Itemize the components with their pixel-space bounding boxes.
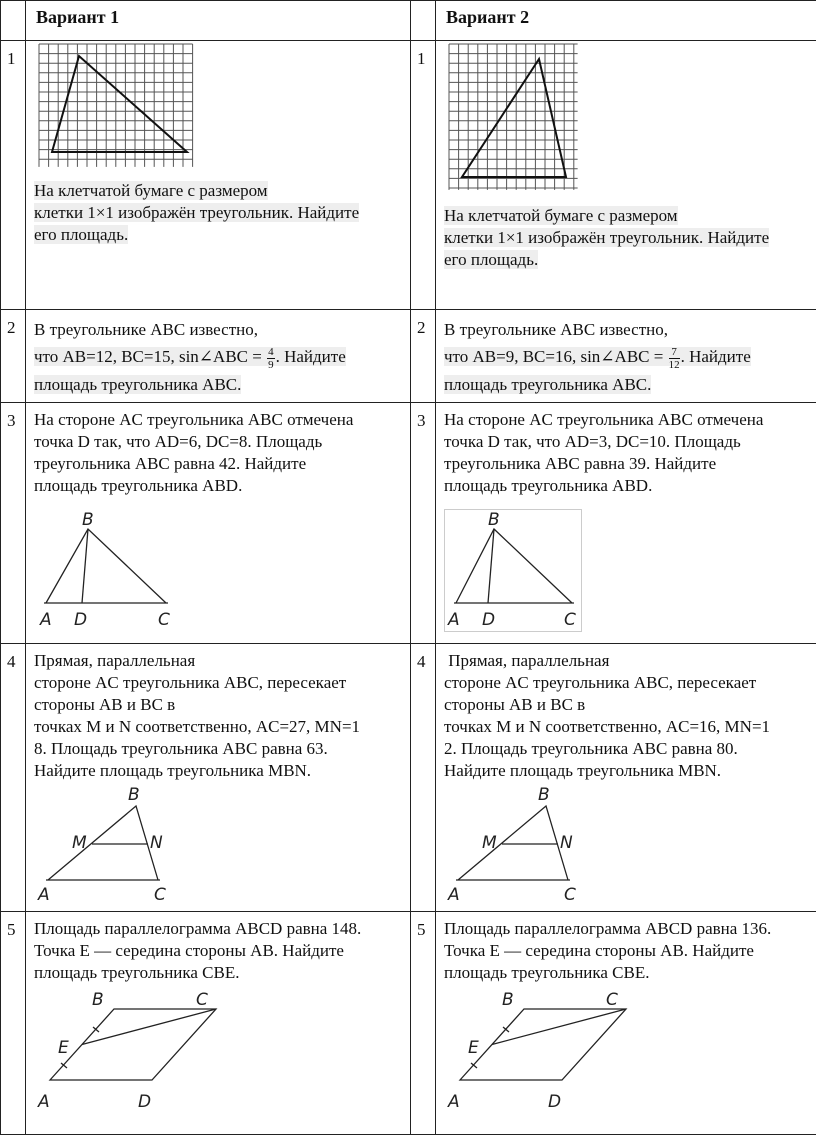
vertex-label-c: C (158, 610, 170, 630)
fraction-numerator: 4 (268, 345, 274, 358)
text-fragment: . Найдите (680, 347, 751, 366)
task-number: 3 (411, 403, 436, 644)
header-row (1, 1, 816, 41)
text-fragment: что AB=12, BC=15, sin∠ABC = (34, 347, 267, 366)
text-line (444, 345, 751, 371)
text-line: На стороне AC треугольника ABC отмечена (444, 410, 764, 429)
text-line: клетки 1×1 изображён треугольник. Найдите (444, 228, 770, 247)
vertex-label-b: B (128, 785, 140, 805)
text-line: Площадь параллелограмма ABCD равна 148. (34, 919, 362, 938)
task-number: 5 (1, 912, 26, 1135)
task-row-4 (1, 644, 816, 912)
text-line: На стороне AC треугольника ABC отмечена (34, 410, 354, 429)
text-line: его площадь. (34, 225, 129, 244)
triangle-shape (52, 56, 187, 152)
triangle-abd-figure (34, 509, 194, 634)
vertex-label-b: B (502, 990, 514, 1010)
vertex-label-d: D (74, 610, 88, 630)
text-line: точках M и N соответственно, AC=16, MN=1 (444, 717, 771, 736)
vertex-label-a: A (448, 1092, 460, 1112)
header-num-cell (1, 1, 26, 41)
task-number: 5 (411, 912, 436, 1135)
task-text (436, 403, 816, 497)
text-line (34, 345, 346, 371)
text-line: площадь треугольника ABD. (444, 476, 653, 495)
text-line: площадь треугольника ABD. (34, 476, 243, 495)
point-label-m: M (482, 833, 497, 853)
triangle-mbn-figure (444, 784, 604, 909)
task-4-variant-2 (436, 644, 816, 912)
grid-triangle-figure (38, 43, 203, 167)
task-row-3 (1, 403, 816, 644)
vertex-label-b: B (92, 990, 104, 1010)
task-text (26, 310, 410, 398)
triangle-mbn-figure (34, 784, 194, 909)
point-label-n: N (150, 833, 163, 853)
text-line: В треугольнике ABC известно, (34, 320, 258, 339)
fraction-numerator: 7 (669, 346, 680, 359)
text-line: 8. Площадь треугольника ABC равна 63. (34, 739, 328, 758)
task-number: 2 (1, 310, 26, 403)
triangle-abd-figure (444, 509, 584, 634)
vertex-label-a: A (38, 885, 50, 905)
vertex-label-d: D (548, 1092, 562, 1112)
text-line: площадь треугольника ABC. (444, 374, 652, 394)
text-line: Найдите площадь треугольника MBN. (34, 761, 312, 780)
vertex-label-c: C (154, 885, 166, 905)
task-1-variant-2 (436, 41, 816, 310)
vertex-label-a: A (448, 885, 460, 905)
text-line: Прямая, параллельная (444, 651, 610, 670)
text-fragment: что AB=9, BC=16, sin∠ABC = (444, 347, 668, 366)
point-label-n: N (560, 833, 573, 853)
text-line: В треугольнике ABC известно, (444, 320, 668, 339)
point-label-e: E (468, 1038, 479, 1058)
task-number: 2 (411, 310, 436, 403)
task-text (26, 403, 410, 497)
vertex-label-b: B (82, 510, 94, 530)
text-line: стороне AC треугольника ABC, пересекает (34, 673, 347, 692)
vertex-label-c: C (606, 990, 618, 1010)
text-line: стороны AB и BC в (34, 695, 176, 714)
variant-2-header: Вариант 2 (436, 1, 816, 41)
text-line: Площадь параллелограмма ABCD равна 136. (444, 919, 772, 938)
task-text (444, 205, 810, 271)
text-line: стороны AB и BC в (444, 695, 586, 714)
variant-1-header: Вариант 1 (26, 1, 411, 41)
parallelogram-figure (34, 987, 234, 1122)
text-line: 2. Площадь треугольника ABC равна 80. (444, 739, 738, 758)
vertex-label-a: A (40, 610, 52, 630)
task-3-variant-1 (26, 403, 411, 644)
task-2-variant-2 (436, 310, 816, 403)
task-number: 3 (1, 403, 26, 644)
task-text (26, 644, 410, 782)
vertex-label-a: A (38, 1092, 50, 1112)
task-number: 1 (411, 41, 436, 310)
grid-triangle-figure (448, 43, 588, 193)
task-text (34, 180, 404, 246)
text-line: точка D так, что AD=3, DC=10. Площадь (444, 432, 741, 451)
text-line: Найдите площадь треугольника MBN. (444, 761, 722, 780)
text-line: площадь треугольника CBE. (34, 963, 240, 982)
task-text (26, 912, 410, 984)
task-number: 1 (1, 41, 26, 310)
text-line: клетки 1×1 изображён треугольник. Найдите (34, 203, 360, 222)
task-5-variant-1 (26, 912, 411, 1135)
vertex-label-b: B (488, 510, 500, 530)
vertex-label-d: D (482, 610, 496, 630)
task-number: 4 (411, 644, 436, 912)
text-line: Точка E — середина стороны AB. Найдите (34, 941, 344, 960)
vertex-label-b: B (538, 785, 550, 805)
task-2-variant-1 (26, 310, 411, 403)
fraction-denominator: 9 (268, 358, 274, 371)
task-4-variant-1 (26, 644, 411, 912)
text-line: его площадь. (444, 250, 539, 269)
header-num-cell (411, 1, 436, 41)
fraction (669, 346, 680, 371)
fraction (267, 346, 275, 371)
point-label-e: E (58, 1038, 69, 1058)
point-label-m: M (72, 833, 87, 853)
task-text (436, 644, 816, 782)
vertex-label-c: C (196, 990, 208, 1010)
text-line: площадь треугольника ABC. (34, 374, 242, 394)
task-row-5 (1, 912, 816, 1135)
vertex-label-d: D (138, 1092, 152, 1112)
task-text (436, 912, 816, 984)
text-line: треугольника ABC равна 42. Найдите (34, 454, 307, 473)
text-line: Прямая, параллельная (34, 651, 196, 670)
task-row-1 (1, 41, 816, 310)
task-number: 4 (1, 644, 26, 912)
text-line: стороне AC треугольника ABC, пересекает (444, 673, 757, 692)
text-fragment: . Найдите (275, 347, 346, 366)
task-1-variant-1 (26, 41, 411, 310)
vertex-label-c: C (564, 610, 576, 630)
text-line: На клетчатой бумаге с размером (34, 181, 268, 200)
text-line: На клетчатой бумаге с размером (444, 206, 678, 225)
text-line: треугольника ABC равна 39. Найдите (444, 454, 717, 473)
task-5-variant-2 (436, 912, 816, 1135)
text-line: точках M и N соответственно, AC=27, MN=1 (34, 717, 361, 736)
task-text (436, 310, 816, 398)
parallelogram-figure (444, 987, 644, 1122)
text-line: площадь треугольника CBE. (444, 963, 650, 982)
vertex-label-a: A (448, 610, 460, 630)
text-line: точка D так, что AD=6, DC=8. Площадь (34, 432, 323, 451)
task-3-variant-2 (436, 403, 816, 644)
fraction-denominator: 12 (668, 358, 680, 371)
vertex-label-c: C (564, 885, 576, 905)
task-row-2 (1, 310, 816, 403)
text-line: Точка E — середина стороны AB. Найдите (444, 941, 754, 960)
